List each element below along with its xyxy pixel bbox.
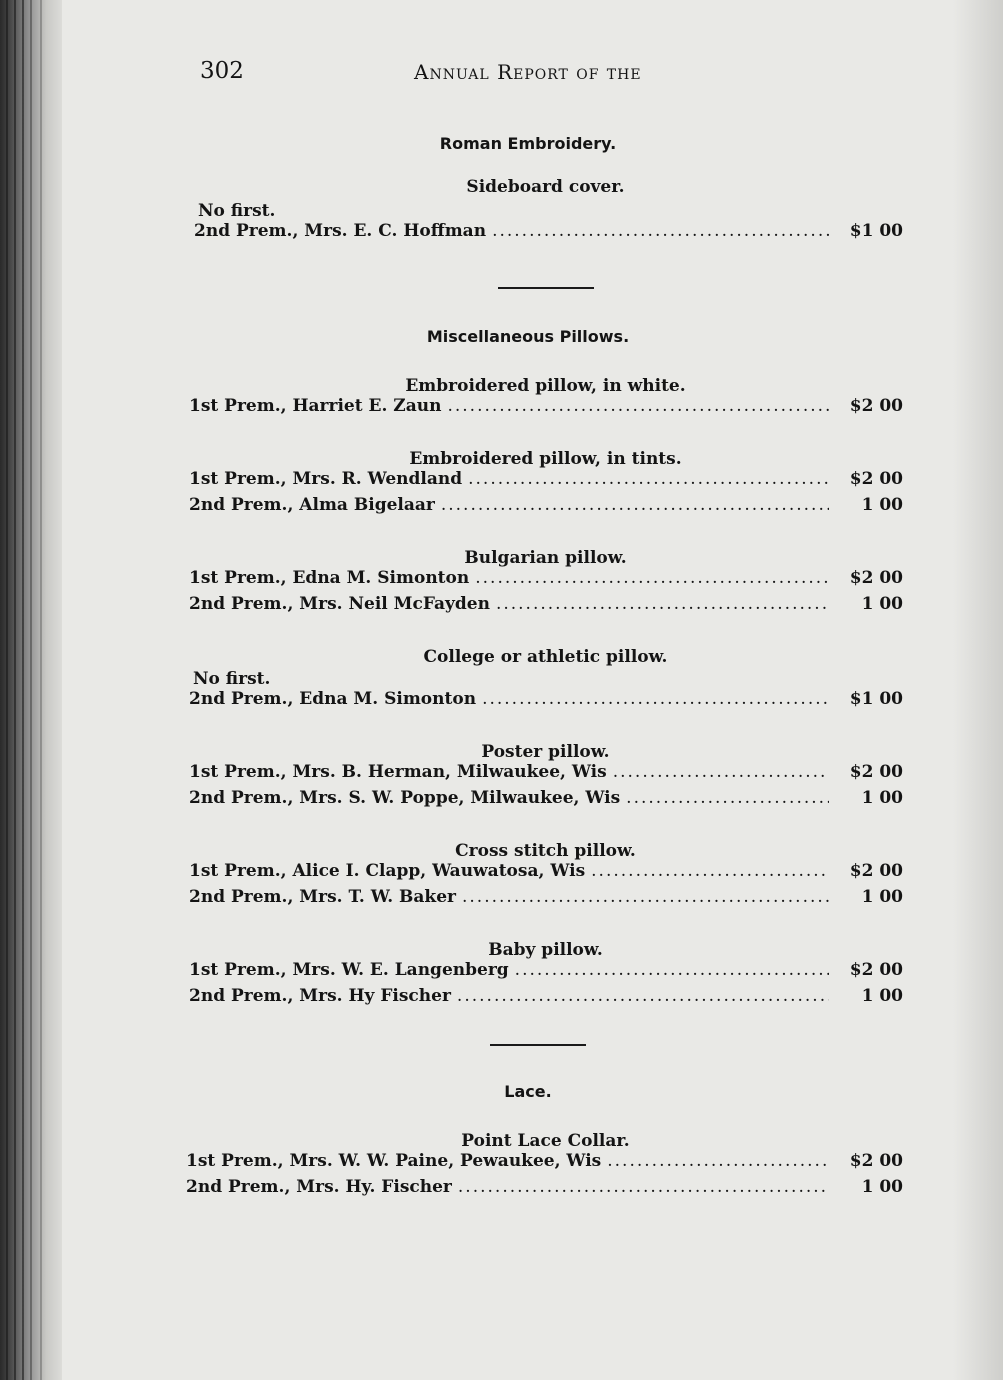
premium-entry: [183, 689, 903, 715]
dot-leader: [496, 594, 829, 614]
section-miscellaneous-pillows: [188, 327, 903, 1012]
section-lace: [188, 1082, 903, 1203]
premium-entry: [183, 396, 903, 422]
category-note: No first.: [193, 669, 271, 689]
running-head: Annual Report of the: [414, 60, 642, 84]
premium-entry: [183, 495, 903, 521]
entry-label: 1st Prem., Harriet E. Zaun: [189, 396, 442, 416]
entry-amount: 1 00: [861, 1177, 903, 1197]
premium-entry: [183, 594, 903, 620]
entry-label: 2nd Prem., Mrs. T. W. Baker: [189, 887, 456, 907]
category-heading: Embroidered pillow, in white.: [405, 376, 686, 396]
premium-entry: [183, 960, 903, 986]
entry-amount: 1 00: [861, 495, 903, 515]
premium-entry: [180, 1177, 903, 1203]
book-binding-edge: [0, 0, 62, 1380]
section-divider: [498, 287, 594, 289]
entry-amount: $2 00: [849, 568, 903, 588]
dot-leader: [482, 689, 829, 709]
dot-leader: [441, 495, 829, 515]
premium-entry: [183, 469, 903, 495]
premium-entry: [183, 887, 903, 913]
entry-amount: 1 00: [861, 788, 903, 808]
entry-amount: $2 00: [849, 762, 903, 782]
entry-label: 2nd Prem., Mrs. Neil McFayden: [189, 594, 490, 614]
dot-leader: [515, 960, 829, 980]
category-heading: Cross stitch pillow.: [455, 841, 636, 861]
dot-leader: [492, 221, 829, 241]
entry-label: 2nd Prem., Edna M. Simonton: [189, 689, 477, 709]
dot-leader: [613, 762, 829, 782]
page-number: 302: [200, 58, 244, 84]
entry-amount: $2 00: [849, 1151, 903, 1171]
premium-entry: [183, 788, 903, 814]
entry-label: 1st Prem., Mrs. B. Herman, Milwaukee, Wis: [189, 762, 607, 782]
entry-amount: 1 00: [861, 594, 903, 614]
premium-entry: [183, 861, 903, 887]
section-title: Roman Embroidery.: [439, 134, 617, 153]
entry-label: 2nd Prem., Mrs. E. C. Hoffman: [194, 221, 487, 241]
entry-amount: $2 00: [849, 469, 903, 489]
category-heading: Sideboard cover.: [466, 177, 625, 197]
premium-entry: [180, 1151, 903, 1177]
category-heading: Baby pillow.: [488, 940, 603, 960]
section-divider: [490, 1044, 586, 1046]
entry-label: 2nd Prem., Alma Bigelaar: [189, 495, 435, 515]
entry-label: 1st Prem., Alice I. Clapp, Wauwatosa, Wis: [189, 861, 586, 881]
category-heading: Bulgarian pillow.: [464, 548, 627, 568]
dot-leader: [591, 861, 829, 881]
entry-amount: $2 00: [849, 960, 903, 980]
entry-label: 1st Prem., Mrs. W. E. Langenberg: [189, 960, 509, 980]
category-heading: Poster pillow.: [481, 742, 610, 762]
premium-entry: [183, 568, 903, 594]
dot-leader: [475, 568, 829, 588]
premium-entry: [188, 221, 903, 247]
entry-amount: 1 00: [861, 887, 903, 907]
dot-leader: [462, 887, 829, 907]
dot-leader: [458, 1177, 829, 1197]
entry-label: 1st Prem., Edna M. Simonton: [189, 568, 470, 588]
entry-label: 2nd Prem., Mrs. S. W. Poppe, Milwaukee, Wis: [189, 788, 621, 808]
category-heading: Embroidered pillow, in tints.: [409, 449, 682, 469]
entry-amount: 1 00: [861, 986, 903, 1006]
section-title: Miscellaneous Pillows.: [426, 327, 630, 346]
section-roman-embroidery: [188, 134, 903, 247]
category-heading: College or athletic pillow.: [423, 647, 668, 667]
page-edge-shadow: [953, 0, 1003, 1380]
premium-entry: [183, 762, 903, 788]
entry-amount: $2 00: [849, 396, 903, 416]
entry-amount: $2 00: [849, 861, 903, 881]
report-page: [188, 58, 903, 1203]
dot-leader: [468, 469, 829, 489]
entry-label: 2nd Prem., Mrs. Hy Fischer: [189, 986, 451, 1006]
category-note: No first.: [198, 201, 276, 221]
dot-leader: [626, 788, 829, 808]
page-header: [188, 58, 903, 98]
section-title: Lace.: [504, 1082, 552, 1101]
premium-entry: [183, 986, 903, 1012]
entry-label: 1st Prem., Mrs. W. W. Paine, Pewaukee, Wis: [186, 1151, 602, 1171]
dot-leader: [457, 986, 829, 1006]
entry-label: 1st Prem., Mrs. R. Wendland: [189, 469, 463, 489]
entry-amount: $1 00: [849, 689, 903, 709]
entry-label: 2nd Prem., Mrs. Hy. Fischer: [186, 1177, 452, 1197]
category-heading: Point Lace Collar.: [461, 1131, 630, 1151]
entry-amount: $1 00: [849, 221, 903, 241]
dot-leader: [447, 396, 829, 416]
dot-leader: [607, 1151, 829, 1171]
